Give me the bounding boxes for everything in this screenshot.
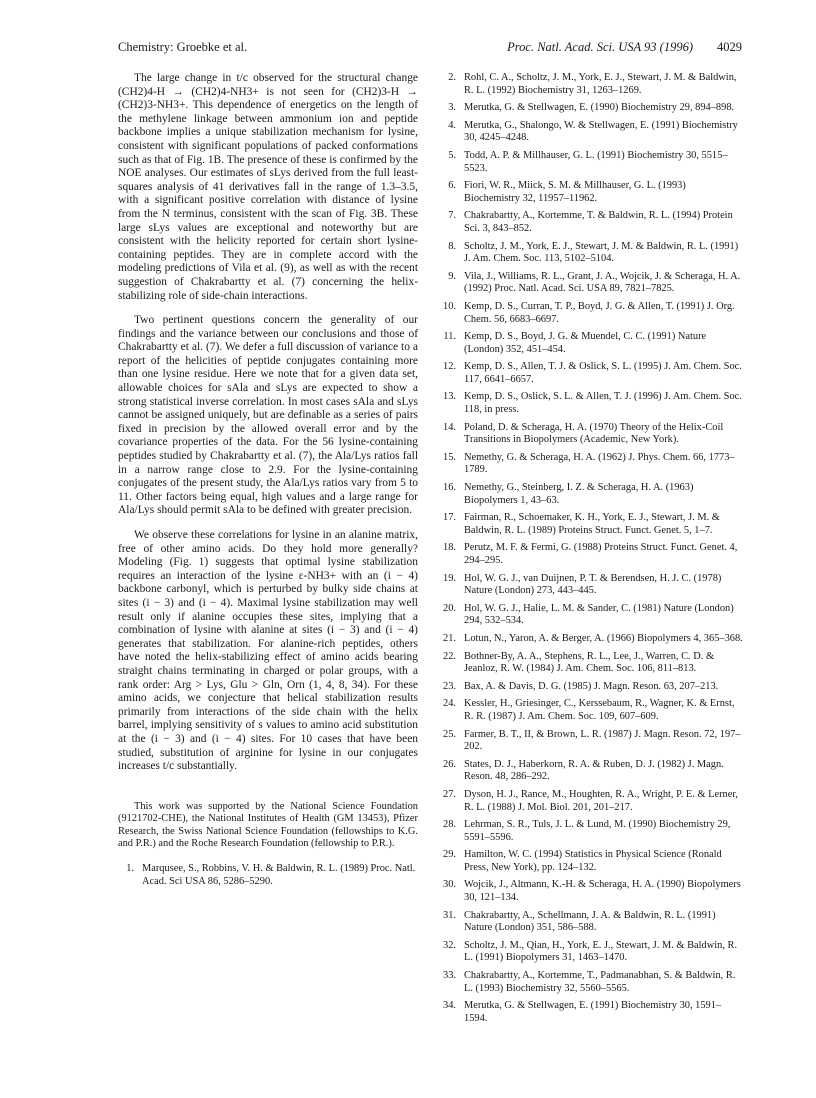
reference-item — [440, 879, 744, 904]
reference-text: Kemp, D. S., Allen, T. J. & Oslick, S. L. (1995) J. Am. Chem. Soc. 117, 6641–6657. — [464, 361, 742, 385]
reference-number: 10. — [443, 300, 456, 312]
reference-item — [440, 819, 744, 844]
reference-text: Kemp, D. S., Oslick, S. L. & Allen, T. J. (1996) J. Am. Chem. Soc. 118, in press. — [464, 391, 742, 416]
reference-text: Hamilton, W. C. (1994) Statistics in Physical Science (Ronald Press, New York), pp. 124–132. — [464, 849, 722, 873]
reference-item — [440, 698, 744, 723]
reference-number: 33. — [443, 970, 456, 982]
reference-text: Marqusee, S., Robbins, V. H. & Baldwin, R. L. (1989) Proc. Natl. Acad. Sci USA 86, 5286–5290. — [142, 863, 416, 887]
reference-item — [440, 180, 744, 205]
reference-list — [440, 72, 744, 1030]
reference-text: Kessler, H., Griesinger, C., Kerssebaum, R., Wagner, K. & Ernst, R. R. (1987) J. Am. Chem. Soc. 109, 607–609. — [464, 698, 735, 722]
reference-number: 15. — [443, 451, 456, 463]
reference-number: 13. — [443, 391, 456, 403]
reference-item — [440, 210, 744, 235]
reference-number: 17. — [443, 512, 456, 524]
reference-item — [440, 150, 744, 175]
reference-text: Farmer, B. T., II, & Brown, L. R. (1987) J. Magn. Reson. 72, 197–202. — [464, 728, 741, 753]
reference-text: Vila, J., Williams, R. L., Grant, J. A., Wojcik, J. & Scheraga, H. A. (1992) Proc. Natl. Acad. Sci. USA 89, 7821–7825. — [464, 270, 741, 295]
reference-text: Merutka, G. & Stellwagen, E. (1990) Biochemistry 29, 894–898. — [464, 102, 735, 114]
reference-number: 26. — [443, 758, 456, 770]
reference-number: 7. — [448, 210, 456, 222]
header-journal: Proc. Natl. Acad. Sci. USA 93 (1996) — [507, 40, 693, 54]
reference-item — [440, 482, 744, 507]
reference-item — [440, 651, 744, 676]
reference-item — [440, 729, 744, 754]
reference-number: 21. — [443, 632, 456, 644]
reference-text: Lehrman, S. R., Tuls, J. L. & Lund, M. (1990) Biochemistry 29, 5591–5596. — [464, 819, 731, 843]
reference-item — [440, 573, 744, 598]
reference-number: 30. — [443, 879, 456, 891]
reference-number: 5. — [448, 149, 456, 161]
reference-item — [440, 542, 744, 567]
reference-number: 28. — [443, 819, 456, 831]
reference-number: 1. — [126, 863, 134, 875]
reference-number: 32. — [443, 939, 456, 951]
reference-number: 2. — [448, 72, 456, 83]
reference-item — [440, 422, 744, 447]
reference-text: Scholtz, J. M., Qian, H., York, E. J., Stewart, J. M. & Baldwin, R. L. (1991) Biopolymers 31, 1463–1470. — [464, 939, 738, 964]
reference-item — [440, 72, 744, 97]
reference-item — [440, 120, 744, 145]
reference-item — [440, 1000, 744, 1025]
reference-number: 22. — [443, 650, 456, 662]
reference-item — [440, 910, 744, 935]
reference-number: 20. — [443, 602, 456, 614]
reference-item — [440, 271, 744, 296]
reference-text: Hol, W. G. J., van Duijnen, P. T. & Berendsen, H. J. C. (1978) Nature (London) 273, 443–445. — [464, 572, 722, 597]
reference-number: 29. — [443, 849, 456, 861]
reference-item — [440, 391, 744, 416]
reference-text: Nemethy, G. & Scheraga, H. A. (1962) J. Phys. Chem. 66, 1773–1789. — [464, 451, 735, 476]
reference-number: 34. — [443, 1000, 456, 1012]
reference-text: Merutka, G. & Stellwagen, E. (1991) Biochemistry 30, 1591–1594. — [464, 1000, 722, 1024]
reference-text: Kemp, D. S., Curran, T. P., Boyd, J. G. & Allen, T. (1991) J. Org. Chem. 56, 6683–6697. — [464, 300, 735, 325]
reference-text: Dyson, H. J., Rance, M., Houghten, R. A., Wright, P. E. & Lerner, R. L. (1988) J. Mol. Biol. 201, 201–217. — [464, 788, 739, 813]
reference-number: 12. — [443, 361, 456, 373]
reference-item — [440, 331, 744, 356]
running-header — [118, 40, 742, 58]
acknowledgment: This work was supported by the National Science Foundation (9121702-CHE), the National Institutes of Health (GM 13453), Pfizer Research, the Swiss National Science Foundation (fellowships to K.G. and P.R.) and the Roche Research Foundation (fellowship to P.R.). — [118, 800, 418, 850]
reference-text: Chakrabartty, A., Kortemme, T. & Baldwin, R. L. (1994) Protein Sci. 3, 843–852. — [464, 210, 733, 234]
reference-item — [440, 241, 744, 266]
reference-text: Merutka, G., Shalongo, W. & Stellwagen, E. (1991) Biochemistry 30, 4245–4248. — [464, 119, 738, 144]
reference-text: Bothner-By, A. A., Stephens, R. L., Lee, J., Warren, C. D. & Jeanloz, R. W. (1984) J. Am. Chem. Soc. 106, 811–813. — [464, 650, 715, 675]
reference-text: Fiori, W. R., Miick, S. M. & Millhauser, G. L. (1993) Biochemistry 32, 11957–11962. — [464, 180, 686, 204]
header-authors: Chemistry: Groebke et al. — [118, 40, 248, 54]
reference-text: Chakrabartty, A., Kortemme, T., Padmanabhan, S. & Baldwin, R. L. (1993) Biochemistry 32, 5560–5565. — [464, 970, 736, 994]
reference-item — [440, 361, 744, 386]
reference-text: Kemp, D. S., Boyd, J. G. & Muendel, C. C. (1991) Nature (London) 352, 451–454. — [464, 331, 707, 355]
reference-item — [440, 849, 744, 874]
page-number: 4029 — [717, 40, 742, 54]
reference-number: 27. — [443, 788, 456, 800]
reference-number: 24. — [443, 698, 456, 710]
reference-number: 25. — [443, 728, 456, 740]
reference-item — [440, 512, 744, 537]
reference-text: States, D. J., Haberkorn, R. A. & Ruben, D. J. (1982) J. Magn. Reson. 48, 286–292. — [464, 758, 724, 783]
body-paragraph: The large change in t/c observed for the structural change (CH2)4-H → (CH2)4-NH3+ is not seen for (CH2)3-H → (CH2)3-NH3+. This dependence of energetics on the length of the methylene linkage between ammonium ion and peptide backbone implies a unique stabilization mechanism for lysine, consistent with significant populations of packed conformations such as that of Fig. 1B. The presence of these is confirmed by the NOE analyses. Our estimates of sLys derived from the full least-squares analysis of 41 derivatives fall in the range of 1.3–3.5, with a significant positive correlation with distance of lysine from the N terminus, consistent with the scan of Fig. 3B. These large sLys values are exceptional and noteworthy but are consistent with the helicity reported for certain short lysine-containing peptides. They are in complete accord with the modeling predictions of Vila et al. (9), as well as with the recent suggestion of Chakrabartty et al. (7) concerning the helix-stabilizing role of side-chain interactions. — [118, 72, 418, 302]
reference-number: 18. — [443, 542, 456, 554]
body-paragraph: Two pertinent questions concern the generality of our findings and the variance between our conclusions and those of Chakrabartty et al. (7). We defer a full discussion of variance to a report of the helicities of peptide conjugates containing more than one lysine residue. Here we note that for a given data set, allowable choices for sAla and sLys are expected to show a strong statistical inverse correlation. In most cases sAla and sLys cannot be assigned uniquely, but are definable as a series of pairs fixed in precision by the allowed overall error and by the covariance properties of the data. For the 56 lysine-containing peptides studied by Chakrabartty et al. (7), the Ala/Lys ratios fall in a narrow range close to 2.9. For the lysine-containing conjugates of the present study, the Ala/Lys ratios vary from 5 to 11. Other factors being equal, high values and a large range for Ala/Lys should permit sAla to be defined with greater precision. — [118, 314, 418, 517]
left-column — [118, 72, 418, 893]
reference-item — [440, 603, 744, 628]
reference-text: Fairman, R., Schoemaker, K. H., York, E. J., Stewart, J. M. & Baldwin, R. L. (1989) Proteins Struct. Funct. Genet. 5, 1–7. — [464, 512, 720, 536]
reference-item — [440, 940, 744, 965]
reference-text: Wojcik, J., Altmann, K.-H. & Scheraga, H. A. (1990) Biopolymers 30, 121–134. — [464, 879, 741, 904]
reference-number: 16. — [443, 482, 456, 494]
reference-number: 11. — [443, 331, 456, 343]
reference-item — [440, 681, 744, 694]
reference-item — [440, 301, 744, 326]
header-journal-info — [507, 40, 742, 55]
reference-item — [440, 452, 744, 477]
reference-text: Poland, D. & Scheraga, H. A. (1970) Theory of the Helix-Coil Transitions in Biopolymers (Academic, New York). — [464, 421, 724, 446]
reference-number: 8. — [448, 240, 456, 252]
reference-number: 6. — [448, 180, 456, 192]
reference-text: Hol, W. G. J., Halie, L. M. & Sander, C. (1981) Nature (London) 294, 532–534. — [464, 602, 734, 627]
reference-text: Chakrabartty, A., Schellmann, J. A. & Baldwin, R. L. (1991) Nature (London) 351, 586–588. — [464, 909, 716, 934]
reference-text: Bax, A. & Davis, D. G. (1985) J. Magn. Reson. 63, 207–213. — [464, 680, 719, 692]
reference-text: Nemethy, G., Steinberg, I. Z. & Scheraga, H. A. (1963) Biopolymers 1, 43–63. — [464, 482, 694, 506]
reference-item — [440, 789, 744, 814]
reference-text: Lotun, N., Yaron, A. & Berger, A. (1966) Biopolymers 4, 365–368. — [464, 632, 743, 644]
reference-number: 19. — [443, 572, 456, 584]
reference-number: 3. — [448, 102, 456, 114]
reference-text: Scholtz, J. M., York, E. J., Stewart, J. M. & Baldwin, R. L. (1991) J. Am. Chem. Soc. 113, 5102–5104. — [464, 240, 739, 265]
reference-item — [440, 102, 744, 115]
reference-item — [440, 633, 744, 646]
reference-number: 31. — [443, 909, 456, 921]
reference-item — [118, 863, 418, 888]
reference-text: Rohl, C. A., Scholtz, J. M., York, E. J., Stewart, J. M. & Baldwin, R. L. (1992) Biochemistry 31, 1263–1269. — [464, 72, 737, 96]
reference-number: 23. — [443, 680, 456, 692]
reference-item — [440, 759, 744, 784]
reference-number: 9. — [448, 270, 456, 282]
reference-number: 14. — [443, 421, 456, 433]
reference-text: Todd, A. P. & Millhauser, G. L. (1991) Biochemistry 30, 5515–5523. — [464, 149, 728, 174]
reference-text: Perutz, M. F. & Fermi, G. (1988) Proteins Struct. Funct. Genet. 4, 294–295. — [464, 542, 738, 566]
body-paragraph: We observe these correlations for lysine in an alanine matrix, free of other amino acids. Do they hold more generally? Modeling (Fig. 1) suggests that optimal lysine stabilization requires an interaction of the lysine ε-NH3+ with an (i − 4) backbone carbonyl, which is perturbed by bulky side chains at sites (i − 3) and (i − 4). Maximal lysine stabilization may well result only if alanine occupies these sites, implying that a combination of lysine with alanine at sites (i − 3) and (i − 4) generates that stabilization. For alanine-rich peptides, others have noted the helix-stabilizing effect of amino acids bearing straight chains terminating in charged or polar groups, with a rank order: Arg > Lys, Glu > Gln, Orn (1, 4, 8, 34). For these amino acids, we conjecture that helical stabilization results primarily from interactions of the side chain with the helix barrel, implying sensitivity of s values to amino acid substitution at the (i − 3) and (i − 4) sites. For 10 cases that have been studied, substitution of arginine for lysine in our conjugates increases t/c substantially. — [118, 529, 418, 773]
reference-number: 4. — [448, 119, 456, 131]
reference-item — [440, 970, 744, 995]
